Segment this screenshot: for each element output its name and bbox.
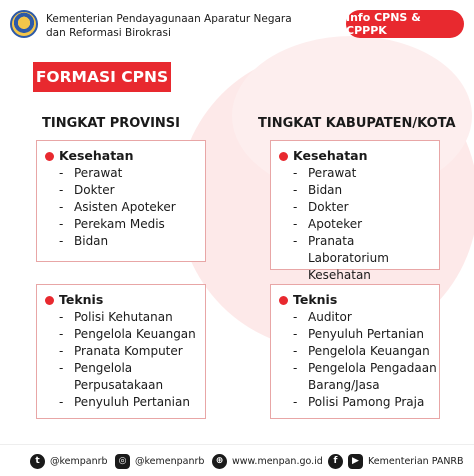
- list-item-continuation: Perpusatakaan: [74, 378, 164, 392]
- list-item: - Auditor: [293, 309, 439, 326]
- facebook-icon: f: [328, 454, 343, 469]
- page-title: FORMASI CPNS: [33, 62, 171, 92]
- category-title: [59, 148, 205, 164]
- website-link[interactable]: [212, 453, 323, 469]
- list-item: - Perekam Medis: [59, 216, 205, 233]
- regency-teknis-card: [270, 284, 440, 419]
- info-badge: Info CPNS & CPPPK: [346, 10, 464, 38]
- list-item: - Polisi Kehutanan: [59, 309, 205, 326]
- list-item: - Bidan: [59, 233, 205, 250]
- list-item: - Pengelola Keuangan: [293, 343, 439, 360]
- list-item-continuation: Barang/Jasa: [308, 378, 380, 392]
- category-label: Kesehatan: [59, 148, 134, 163]
- header: [0, 0, 474, 48]
- list-item: - Asisten Apoteker: [59, 199, 205, 216]
- bullet-dot-icon: [45, 296, 54, 305]
- organization-name: [46, 12, 292, 40]
- list-item: - Pengelola Keuangan: [59, 326, 205, 343]
- province-teknis-card: [36, 284, 206, 419]
- list-item: - Penyuluh Pertanian: [293, 326, 439, 343]
- province-kesehatan-card: [36, 140, 206, 262]
- list-item: - Pengelola Pengadaan: [293, 360, 439, 377]
- bullet-dot-icon: [279, 152, 288, 161]
- list-item: - Apoteker: [293, 216, 439, 233]
- category-title: [293, 148, 439, 164]
- category-label: Teknis: [59, 292, 104, 307]
- list-item: - Dokter: [293, 199, 439, 216]
- footer: [0, 444, 474, 476]
- list-item: - Polisi Pamong Praja: [293, 394, 439, 411]
- instagram-handle[interactable]: [115, 453, 204, 469]
- list-item: - Bidan: [293, 182, 439, 199]
- list-item-continuation: Kesehatan: [308, 268, 371, 282]
- category-label: Kesehatan: [293, 148, 368, 163]
- twitter-icon: t: [30, 454, 45, 469]
- instagram-text: @kemenpanrb: [135, 455, 205, 467]
- social-text: Kementerian PANRB: [368, 455, 464, 467]
- globe-icon: ⊕: [212, 454, 227, 469]
- list-item: - Perawat: [59, 165, 205, 182]
- org-line-1: Kementerian Pendayagunaan Aparatur Negara: [46, 13, 292, 25]
- province-heading: TINGKAT PROVINSI: [42, 116, 180, 131]
- website-text: www.menpan.go.id: [232, 455, 323, 467]
- bullet-dot-icon: [45, 152, 54, 161]
- list-item: - Penyuluh Pertanian: [59, 394, 205, 411]
- regency-heading: TINGKAT KABUPATEN/KOTA: [258, 116, 456, 131]
- bullet-dot-icon: [279, 296, 288, 305]
- twitter-handle[interactable]: [30, 453, 108, 469]
- org-line-2: dan Reformasi Birokrasi: [46, 27, 171, 39]
- instagram-icon: ◎: [115, 454, 130, 469]
- regency-kesehatan-card: [270, 140, 440, 282]
- category-label: Teknis: [293, 292, 338, 307]
- list-item: - Pranata Laboratorium: [293, 233, 439, 267]
- list-item: - Perawat: [293, 165, 439, 182]
- logo-emblem-icon: [10, 10, 38, 38]
- position-list: [293, 309, 439, 411]
- category-title: [293, 292, 439, 308]
- position-list: [59, 309, 205, 411]
- list-item: - Dokter: [59, 182, 205, 199]
- social-account[interactable]: [328, 453, 464, 469]
- position-list: [293, 165, 439, 284]
- position-list: [59, 165, 205, 250]
- youtube-icon: ▶: [348, 454, 363, 469]
- list-item: - Pranata Komputer: [59, 343, 205, 360]
- twitter-text: @kempanrb: [50, 455, 108, 467]
- category-title: [59, 292, 205, 308]
- list-item: - Pengelola: [59, 360, 205, 377]
